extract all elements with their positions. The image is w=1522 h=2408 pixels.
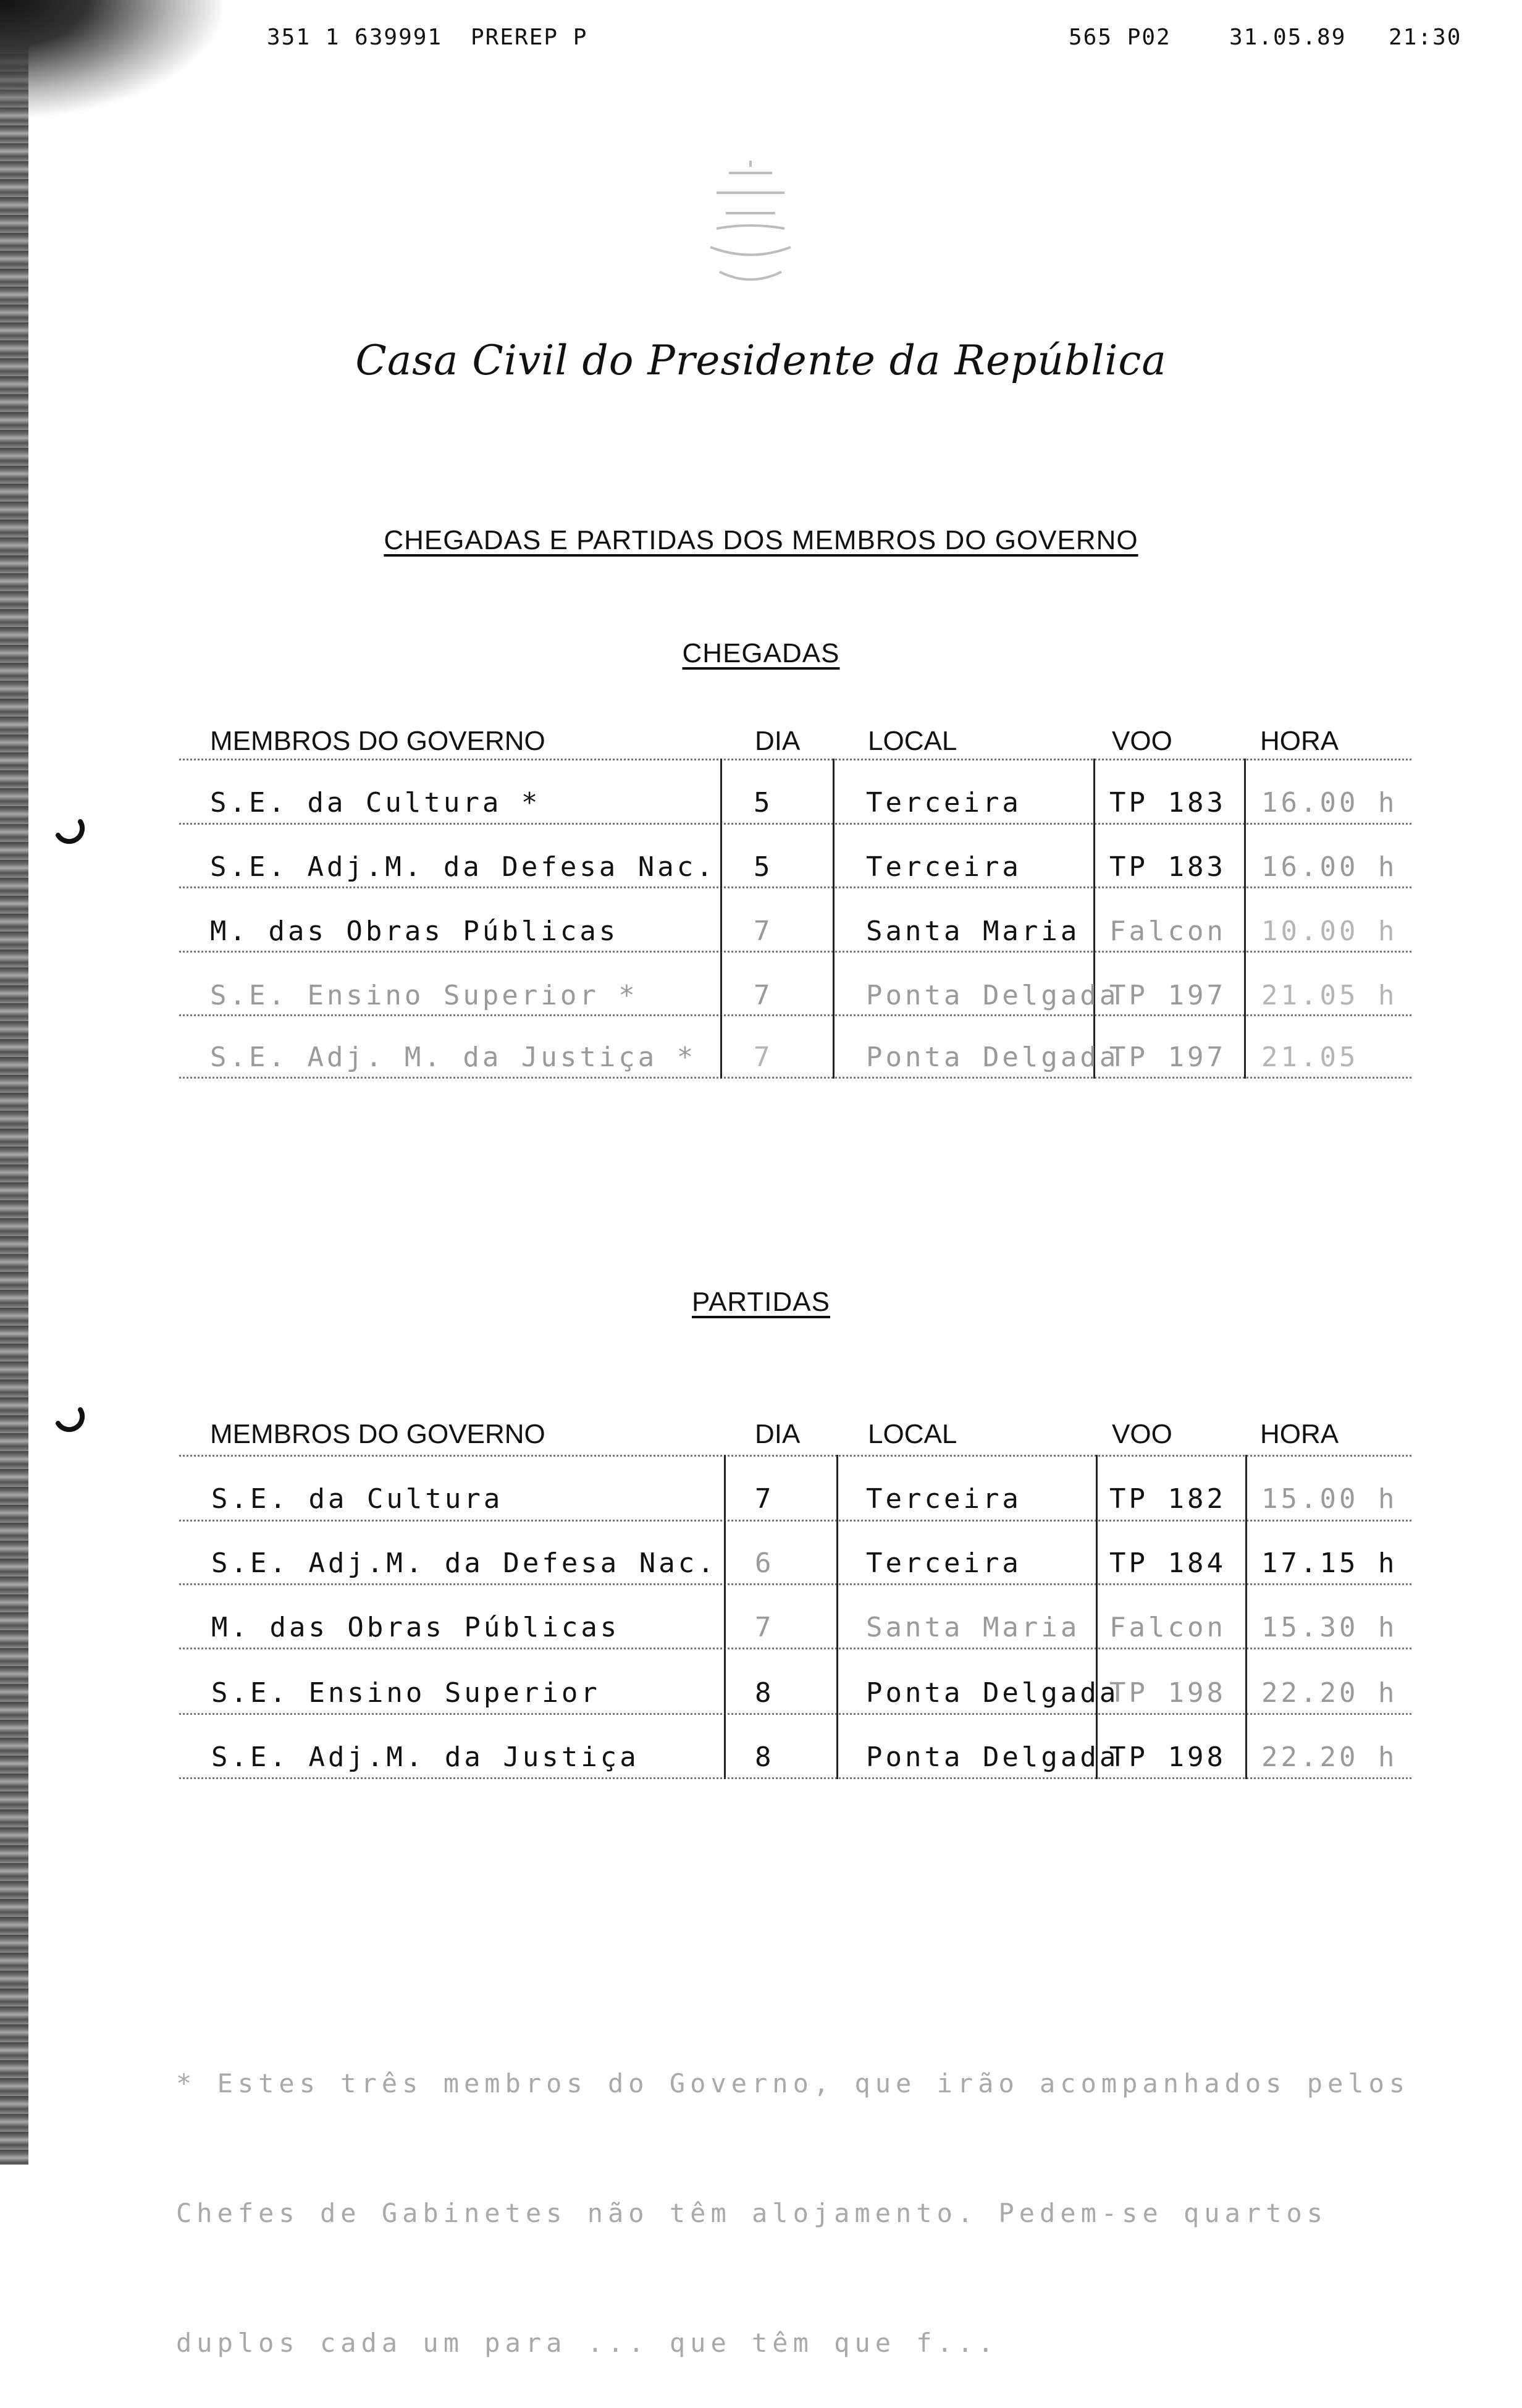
coat-of-arms-icon bbox=[692, 154, 809, 303]
departures-col-flight: VOO bbox=[1112, 1419, 1172, 1449]
departure-member: S.E. da Cultura bbox=[211, 1483, 503, 1515]
footnote bbox=[176, 1976, 1411, 2408]
arrival-place: Ponta Delgada bbox=[866, 1042, 1119, 1073]
arrival-time: 16.00 h bbox=[1261, 787, 1398, 819]
scan-edge-artifact bbox=[0, 0, 28, 2165]
fax-sender-number: 351 1 639991 bbox=[267, 25, 443, 50]
arrivals-col-place: LOCAL bbox=[868, 726, 957, 756]
fax-sender-name: PREREP P bbox=[471, 25, 588, 50]
arrival-place: Terceira bbox=[866, 787, 1022, 819]
arrival-day: 7 bbox=[754, 916, 773, 947]
arrival-time: 21.05 bbox=[1261, 1042, 1359, 1073]
departure-member: S.E. Adj.M. da Justiça bbox=[211, 1741, 639, 1773]
arrival-flight: TP 197 bbox=[1109, 1042, 1226, 1073]
arrival-member: M. das Obras Públicas bbox=[210, 916, 619, 947]
departures-table bbox=[179, 1455, 1411, 1782]
departure-time: 22.20 h bbox=[1261, 1677, 1398, 1709]
footnote-line: Chefes de Gabinetes não têm alojamento. Pedem-se quartos bbox=[176, 2198, 1328, 2228]
departures-col-members: MEMBROS DO GOVERNO bbox=[210, 1419, 545, 1449]
arrival-day: 7 bbox=[754, 1042, 773, 1073]
arrival-member: S.E. Ensino Superior * bbox=[210, 980, 638, 1011]
departure-place: Santa Maria bbox=[866, 1612, 1080, 1643]
departures-heading: PARTIDAS bbox=[692, 1287, 830, 1317]
departure-day: 7 bbox=[755, 1612, 775, 1643]
arrival-member: S.E. Adj.M. da Defesa Nac. bbox=[210, 851, 716, 883]
arrivals-table bbox=[179, 759, 1411, 1080]
arrivals-col-time: HORA bbox=[1260, 726, 1339, 756]
arrival-time: 10.00 h bbox=[1261, 916, 1398, 947]
arrival-day: 5 bbox=[754, 787, 773, 819]
punch-hole-icon bbox=[53, 1402, 86, 1436]
departure-flight: TP 182 bbox=[1109, 1483, 1226, 1515]
arrival-flight: TP 183 bbox=[1109, 787, 1226, 819]
departures-col-time: HORA bbox=[1260, 1419, 1339, 1449]
departure-day: 8 bbox=[755, 1677, 775, 1709]
departure-day: 8 bbox=[755, 1741, 775, 1773]
arrival-flight: Falcon bbox=[1109, 916, 1226, 947]
letterhead: Casa Civil do Presidente da República bbox=[355, 337, 1167, 384]
departure-place: Ponta Delgada bbox=[866, 1677, 1119, 1709]
arrival-member: S.E. da Cultura * bbox=[210, 787, 541, 819]
arrival-flight: TP 183 bbox=[1109, 851, 1226, 883]
arrivals-col-flight: VOO bbox=[1112, 726, 1172, 756]
departure-member: M. das Obras Públicas bbox=[211, 1612, 620, 1643]
departure-place: Ponta Delgada bbox=[866, 1741, 1119, 1773]
arrival-place: Ponta Delgada bbox=[866, 980, 1119, 1011]
departure-member: S.E. Adj.M. da Defesa Nac. bbox=[211, 1547, 717, 1579]
departure-flight: TP 198 bbox=[1109, 1677, 1226, 1709]
departure-place: Terceira bbox=[866, 1483, 1022, 1515]
arrival-place: Santa Maria bbox=[866, 916, 1080, 947]
document-title: CHEGADAS E PARTIDAS DOS MEMBROS DO GOVERNO bbox=[384, 525, 1138, 555]
arrival-member: S.E. Adj. M. da Justiça * bbox=[210, 1042, 697, 1073]
arrival-flight: TP 197 bbox=[1109, 980, 1226, 1011]
departure-time: 15.30 h bbox=[1261, 1612, 1398, 1643]
departure-flight: TP 198 bbox=[1109, 1741, 1226, 1773]
punch-hole-icon bbox=[53, 814, 86, 848]
departure-time: 15.00 h bbox=[1261, 1483, 1398, 1515]
departure-member: S.E. Ensino Superior bbox=[211, 1677, 600, 1709]
departure-time: 22.20 h bbox=[1261, 1741, 1398, 1773]
departure-flight: Falcon bbox=[1109, 1612, 1226, 1643]
departure-time: 17.15 h bbox=[1261, 1547, 1398, 1579]
arrival-day: 7 bbox=[754, 980, 773, 1011]
footnote-line: * Estes três membros do Governo, que irão acompanhados pelos bbox=[176, 2068, 1410, 2099]
arrivals-col-day: DIA bbox=[755, 726, 801, 756]
departures-col-place: LOCAL bbox=[868, 1419, 957, 1449]
departures-col-day: DIA bbox=[755, 1419, 801, 1449]
arrivals-heading: CHEGADAS bbox=[682, 638, 840, 668]
arrivals-col-members: MEMBROS DO GOVERNO bbox=[210, 726, 545, 756]
footnote-line: duplos cada um para ... que têm que f... bbox=[176, 2328, 999, 2358]
departure-flight: TP 184 bbox=[1109, 1547, 1226, 1579]
fax-date: 31.05.89 bbox=[1229, 25, 1347, 50]
arrival-time: 21.05 h bbox=[1261, 980, 1398, 1011]
fax-time: 21:30 bbox=[1389, 25, 1462, 50]
arrival-place: Terceira bbox=[866, 851, 1022, 883]
departure-day: 6 bbox=[755, 1547, 775, 1579]
fax-page: 565 P02 bbox=[1069, 25, 1171, 50]
departure-place: Terceira bbox=[866, 1547, 1022, 1579]
arrival-time: 16.00 h bbox=[1261, 851, 1398, 883]
arrival-day: 5 bbox=[754, 851, 773, 883]
departure-day: 7 bbox=[755, 1483, 775, 1515]
scan-corner-artifact bbox=[0, 0, 222, 117]
